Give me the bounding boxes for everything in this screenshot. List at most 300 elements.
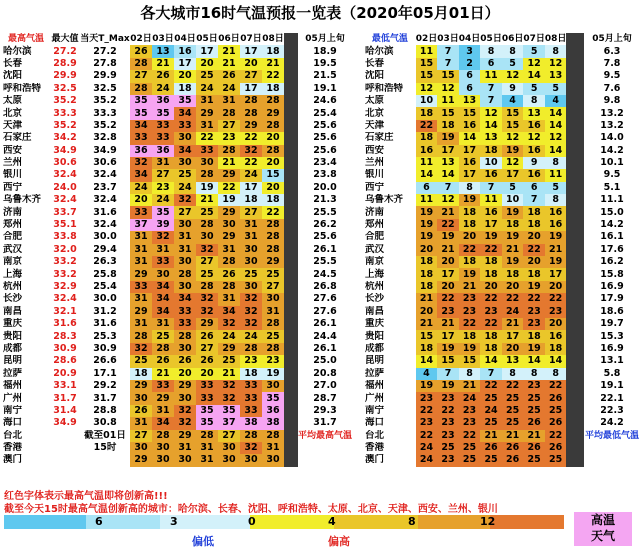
- separator: [284, 281, 298, 293]
- forecast-cell: 32: [240, 293, 262, 305]
- forecast-cell: 6: [416, 182, 438, 194]
- today-max: 35.2: [93, 95, 117, 107]
- forecast-cell: 7: [437, 58, 459, 70]
- avg-max: 24.6: [313, 95, 337, 107]
- separator: [284, 58, 298, 70]
- separator: [566, 45, 584, 57]
- today-max: 27.8: [93, 57, 117, 69]
- table-row: [2, 169, 352, 181]
- forecast-cell: 25: [152, 330, 174, 342]
- avg-max: 19.1: [313, 82, 337, 94]
- forecast-cell: 19: [545, 256, 567, 268]
- record-max: 35.1: [53, 219, 77, 231]
- forecast-cell: 17: [437, 145, 459, 157]
- forecast-cell: 21: [523, 430, 545, 442]
- separator: [284, 95, 298, 107]
- table-row: [364, 132, 640, 144]
- forecast-cell: 33: [196, 145, 218, 157]
- forecast-cell: 7: [437, 182, 459, 194]
- forecast-cell: 28: [130, 83, 152, 95]
- record-cities-note: 截至今天15时最高气温创新高的城市：哈尔滨、长春、沈阳、呼和浩特、太原、北京、天津、西安、兰州、银川: [4, 504, 498, 515]
- avg-max: 26.2: [313, 219, 337, 231]
- forecast-cell: 22: [545, 430, 567, 442]
- column-header: 08日: [544, 34, 567, 45]
- table-row: [364, 256, 640, 268]
- forecast-cell: 3: [459, 45, 481, 57]
- city-name: 郑州: [3, 219, 23, 231]
- forecast-cell: 25: [480, 454, 502, 466]
- avg-max: 26.8: [313, 281, 337, 292]
- forecast-cell: 12: [480, 107, 502, 119]
- forecast-cell: 33: [152, 380, 174, 392]
- forecast-cell: 31: [196, 442, 218, 454]
- city-name: 哈尔滨: [3, 45, 32, 57]
- today-max: 31.6: [93, 206, 117, 218]
- forecast-cell: 21: [502, 430, 524, 442]
- city-name: 兰州: [365, 157, 385, 169]
- forecast-cell: 19: [416, 380, 438, 392]
- forecast-cell: 35: [218, 405, 240, 417]
- city-name: 呼和浩特: [365, 82, 404, 94]
- forecast-cell: 14: [437, 169, 459, 181]
- city-name: 银川: [3, 169, 23, 181]
- city-name: 重庆: [3, 318, 23, 330]
- city-name: 台北: [3, 429, 23, 441]
- forecast-cell: 30: [240, 244, 262, 256]
- table-row: [364, 244, 640, 256]
- forecast-cell: 17: [437, 268, 459, 280]
- record-max: 32.4: [53, 293, 77, 305]
- separator: [566, 95, 584, 107]
- forecast-cell: 15: [437, 355, 459, 367]
- city-name: 澳门: [3, 454, 23, 466]
- table-row: [2, 405, 352, 417]
- forecast-cell: 23: [437, 392, 459, 404]
- today-max: 15时: [93, 442, 117, 454]
- forecast-cell: 20: [523, 256, 545, 268]
- avg-max: 平均最高气温: [298, 430, 353, 441]
- city-name: 海口: [3, 417, 23, 429]
- forecast-cell: 21: [262, 58, 284, 70]
- forecast-cell: 32: [240, 318, 262, 330]
- table-row: [2, 417, 352, 429]
- column-header: 05日: [480, 34, 502, 45]
- separator: [284, 430, 298, 442]
- forecast-cell: 25: [218, 355, 240, 367]
- today-max: 35.2: [93, 119, 117, 131]
- forecast-cell: 23: [545, 306, 567, 318]
- forecast-cell: 30: [262, 293, 284, 305]
- forecast-cell: 34: [174, 293, 196, 305]
- forecast-cell: 22: [459, 318, 481, 330]
- forecast-cell: 19: [502, 231, 524, 243]
- avg-max: 25.4: [313, 107, 337, 119]
- forecast-cell: 18: [480, 256, 502, 268]
- forecast-cell: 32: [130, 157, 152, 169]
- forecast-cell: 18: [459, 256, 481, 268]
- avg-max: 26.1: [313, 243, 337, 255]
- table-row: [364, 343, 640, 355]
- city-name: 成都: [365, 342, 385, 354]
- record-max: 35.2: [53, 95, 77, 107]
- forecast-cell: 30: [152, 442, 174, 454]
- forecast-cell: 30: [218, 442, 240, 454]
- separator: [566, 256, 584, 268]
- forecast-cell: 17: [240, 182, 262, 194]
- today-max: 26.6: [93, 355, 117, 367]
- forecast-cell: 17: [502, 330, 524, 342]
- table-row: [364, 417, 640, 429]
- forecast-cell: 6: [480, 58, 502, 70]
- forecast-cell: 20: [437, 281, 459, 293]
- separator: [284, 244, 298, 256]
- forecast-cell: 8: [459, 182, 481, 194]
- city-name: 西安: [3, 144, 23, 156]
- separator: [284, 157, 298, 169]
- forecast-cell: 28: [240, 107, 262, 119]
- forecast-cell: 30: [174, 454, 196, 466]
- city-name: 贵阳: [365, 330, 385, 342]
- city-name: 广州: [3, 392, 23, 404]
- forecast-cell: 35: [130, 95, 152, 107]
- forecast-cell: 18: [502, 219, 524, 231]
- avg-min: 13.2: [600, 119, 624, 131]
- separator: [566, 157, 584, 169]
- separator: [566, 244, 584, 256]
- avg-max: 31.7: [313, 417, 337, 429]
- forecast-cell: 29: [174, 430, 196, 442]
- table-row: [364, 182, 640, 194]
- city-name: 长沙: [365, 293, 385, 305]
- forecast-cell: 19: [459, 343, 481, 355]
- forecast-cell: 29: [196, 107, 218, 119]
- separator: [284, 268, 298, 280]
- forecast-cell: 24: [174, 182, 196, 194]
- city-name: 武汉: [3, 243, 23, 255]
- forecast-cell: 22: [545, 380, 567, 392]
- forecast-cell: 26: [523, 442, 545, 454]
- forecast-cell: 26: [196, 330, 218, 342]
- forecast-cell: 35: [196, 405, 218, 417]
- forecast-cell: 28: [262, 343, 284, 355]
- legend-num: 6: [95, 515, 103, 528]
- forecast-cell: 26: [502, 442, 524, 454]
- avg-max: 24.5: [313, 268, 337, 280]
- forecast-cell: 25: [262, 330, 284, 342]
- forecast-cell: 15: [416, 330, 438, 342]
- forecast-cell: 21: [502, 244, 524, 256]
- avg-max: 20.8: [313, 367, 337, 379]
- forecast-cell: 23: [437, 430, 459, 442]
- forecast-cell: 34: [130, 169, 152, 181]
- forecast-cell: 29: [152, 392, 174, 404]
- table-row: [2, 231, 352, 243]
- forecast-cell: 36: [152, 95, 174, 107]
- forecast-cell: 29: [130, 268, 152, 280]
- forecast-cell: 18: [262, 83, 284, 95]
- forecast-cell: 28: [262, 95, 284, 107]
- forecast-cell: 21: [218, 45, 240, 57]
- table-row: [2, 83, 352, 95]
- forecast-cell: 23: [459, 293, 481, 305]
- forecast-cell: 22: [523, 244, 545, 256]
- forecast-cell: 26: [545, 417, 567, 429]
- forecast-cell: 17: [240, 83, 262, 95]
- table-row: [364, 107, 640, 119]
- forecast-cell: 24: [480, 405, 502, 417]
- forecast-cell: 30: [174, 281, 196, 293]
- forecast-cell: 23: [262, 355, 284, 367]
- column-header: 07日: [240, 34, 262, 45]
- avg-max: 25.6: [313, 231, 337, 243]
- separator: [284, 318, 298, 330]
- separator: [284, 343, 298, 355]
- forecast-cell: 13: [437, 157, 459, 169]
- city-name: 合肥: [365, 231, 385, 243]
- forecast-cell: 13: [459, 95, 481, 107]
- avg-max: [298, 442, 352, 454]
- forecast-cell: 14: [523, 70, 545, 82]
- separator: [284, 256, 298, 268]
- forecast-cell: 5: [545, 83, 567, 95]
- forecast-cell: 16: [523, 169, 545, 181]
- forecast-cell: 8: [545, 368, 567, 380]
- forecast-cell: 14: [480, 355, 502, 367]
- today-max: 31.2: [93, 305, 117, 317]
- record-max: 33.2: [53, 268, 77, 280]
- forecast-cell: 28: [262, 430, 284, 442]
- forecast-cell: 31: [152, 405, 174, 417]
- table-row: [2, 268, 352, 280]
- forecast-cell: 17: [437, 330, 459, 342]
- forecast-cell: 29: [130, 306, 152, 318]
- city-name: 银川: [365, 169, 385, 181]
- table-row: [2, 70, 352, 82]
- forecast-cell: 17: [196, 45, 218, 57]
- forecast-cell: 18: [240, 368, 262, 380]
- city-name: 北京: [365, 107, 385, 119]
- forecast-cell: 25: [196, 268, 218, 280]
- forecast-cell: 22: [240, 157, 262, 169]
- forecast-cell: 25: [523, 454, 545, 466]
- table-row: [364, 70, 640, 82]
- today-max: 截至01日: [84, 429, 126, 441]
- forecast-cell: 25: [502, 392, 524, 404]
- forecast-cell: 33: [240, 380, 262, 392]
- today-max: 25.8: [93, 268, 117, 280]
- forecast-cell: 32: [196, 306, 218, 318]
- forecast-cell: 14: [459, 132, 481, 144]
- avg-max: 19.5: [313, 57, 337, 69]
- forecast-cell: 26: [502, 454, 524, 466]
- forecast-cell: 28: [240, 430, 262, 442]
- forecast-cell: 24: [218, 83, 240, 95]
- hot-label-2: 天气: [590, 529, 615, 543]
- forecast-cell: 12: [523, 58, 545, 70]
- forecast-cell: 29: [130, 454, 152, 466]
- forecast-cell: 24: [502, 306, 524, 318]
- forecast-cell: 22: [262, 70, 284, 82]
- today-max: 32.4: [93, 169, 117, 181]
- forecast-cell: 11: [437, 95, 459, 107]
- separator: [284, 107, 298, 119]
- forecast-cell: 31: [130, 244, 152, 256]
- forecast-cell: 32: [174, 194, 196, 206]
- separator: [566, 206, 584, 218]
- city-name: 广州: [365, 392, 385, 404]
- forecast-cell: 22: [218, 182, 240, 194]
- forecast-cell: 26: [196, 355, 218, 367]
- table-row: [364, 380, 640, 392]
- forecast-cell: 25: [545, 454, 567, 466]
- city-name: 昆明: [3, 355, 23, 367]
- record-max: 20.9: [53, 367, 77, 379]
- forecast-cell: 16: [480, 169, 502, 181]
- forecast-cell: 25: [130, 355, 152, 367]
- forecast-cell: 23: [480, 306, 502, 318]
- avg-min: 15.3: [600, 330, 624, 342]
- forecast-cell: 31: [262, 306, 284, 318]
- forecast-cell: 30: [152, 268, 174, 280]
- city-name: 福州: [3, 380, 23, 392]
- forecast-cell: 28: [262, 231, 284, 243]
- forecast-cell: 22: [416, 430, 438, 442]
- table-row: [364, 430, 640, 442]
- forecast-cell: 30: [240, 256, 262, 268]
- forecast-cell: 25: [196, 70, 218, 82]
- forecast-cell: 31: [196, 120, 218, 132]
- forecast-cell: 19: [459, 268, 481, 280]
- avg-max: 21.3: [313, 194, 337, 206]
- forecast-cell: 28: [262, 120, 284, 132]
- avg-max: 24.4: [313, 330, 337, 342]
- forecast-cell: 32: [218, 392, 240, 404]
- forecast-cell: 33: [152, 120, 174, 132]
- forecast-cell: 24: [459, 392, 481, 404]
- record-max: 32.4: [53, 194, 77, 206]
- forecast-cell: 21: [480, 430, 502, 442]
- forecast-cell: 13: [480, 132, 502, 144]
- forecast-cell: 19: [437, 343, 459, 355]
- forecast-cell: 22: [416, 405, 438, 417]
- forecast-cell: 30: [240, 454, 262, 466]
- avg-min: 7.6: [603, 82, 621, 94]
- forecast-cell: 31: [218, 293, 240, 305]
- forecast-cell: 33: [130, 281, 152, 293]
- avg-max: [298, 454, 352, 466]
- forecast-cell: 18: [480, 330, 502, 342]
- forecast-cell: 26: [174, 355, 196, 367]
- forecast-cell: 5: [523, 83, 545, 95]
- today-max: 29.9: [93, 70, 117, 82]
- separator: [284, 169, 298, 181]
- forecast-cell: 32: [240, 145, 262, 157]
- forecast-cell: 31: [130, 231, 152, 243]
- forecast-cell: 18: [523, 268, 545, 280]
- forecast-cell: 27: [240, 70, 262, 82]
- record-max: 33.7: [53, 206, 77, 218]
- avg-min: 19.7: [600, 318, 624, 330]
- separator: [566, 194, 584, 206]
- forecast-cell: 28: [130, 58, 152, 70]
- forecast-cell: 11: [545, 169, 567, 181]
- forecast-cell: 35: [262, 392, 284, 404]
- forecast-cell: 30: [240, 281, 262, 293]
- separator: [566, 107, 584, 119]
- forecast-cell: 27: [218, 120, 240, 132]
- forecast-cell: 14: [545, 107, 567, 119]
- forecast-cell: 31: [130, 293, 152, 305]
- city-name: 天津: [365, 119, 385, 131]
- forecast-cell: 13: [523, 107, 545, 119]
- forecast-cell: 30: [152, 454, 174, 466]
- record-note: 红色字体表示最高气温即将创新高!!!: [4, 491, 168, 502]
- forecast-cell: 33: [196, 380, 218, 392]
- separator: [566, 58, 584, 70]
- forecast-cell: 30: [218, 454, 240, 466]
- forecast-cell: 37: [130, 219, 152, 231]
- forecast-cell: 18: [523, 219, 545, 231]
- city-name: 拉萨: [3, 367, 23, 379]
- separator: [284, 45, 298, 57]
- table-row: [364, 442, 640, 454]
- forecast-cell: 12: [416, 83, 438, 95]
- city-name: 重庆: [365, 318, 385, 330]
- column-header: 03日: [437, 34, 459, 45]
- forecast-cell: 33: [240, 405, 262, 417]
- forecast-cell: 37: [218, 417, 240, 429]
- forecast-cell: 14: [480, 120, 502, 132]
- avg-max: 27.6: [313, 293, 337, 305]
- city-name: 成都: [3, 342, 23, 354]
- today-max: 34.9: [93, 144, 117, 156]
- forecast-cell: 28: [174, 268, 196, 280]
- forecast-cell: 20: [502, 281, 524, 293]
- forecast-cell: 8: [545, 194, 567, 206]
- separator: [284, 442, 298, 454]
- forecast-cell: 17: [480, 219, 502, 231]
- forecast-cell: 27: [262, 281, 284, 293]
- forecast-cell: 23: [459, 417, 481, 429]
- forecast-cell: 9: [523, 157, 545, 169]
- avg-max: 28.7: [313, 392, 337, 404]
- city-name: 福州: [365, 380, 385, 392]
- table-row: [2, 120, 352, 132]
- today-max: 33.3: [93, 107, 117, 119]
- separator: [566, 219, 584, 231]
- avg-max: 18.9: [313, 45, 337, 57]
- avg-min: 15.8: [600, 268, 624, 280]
- forecast-cell: 18: [459, 330, 481, 342]
- forecast-cell: 28: [152, 343, 174, 355]
- table-row: [364, 355, 640, 367]
- table-row: [364, 231, 640, 243]
- forecast-cell: 36: [262, 405, 284, 417]
- record-max: 30.6: [53, 157, 77, 169]
- forecast-cell: 27: [218, 430, 240, 442]
- separator: [566, 145, 584, 157]
- forecast-cell: 20: [416, 306, 438, 318]
- avg-min: 9.5: [603, 70, 621, 82]
- record-max: 28.6: [53, 355, 77, 367]
- forecast-cell: 15: [502, 107, 524, 119]
- forecast-cell: 7: [480, 83, 502, 95]
- forecast-cell: 18: [545, 343, 567, 355]
- table-row: [2, 244, 352, 256]
- column-header: 最高气温: [7, 34, 44, 45]
- separator: [284, 368, 298, 380]
- forecast-cell: 29: [218, 206, 240, 218]
